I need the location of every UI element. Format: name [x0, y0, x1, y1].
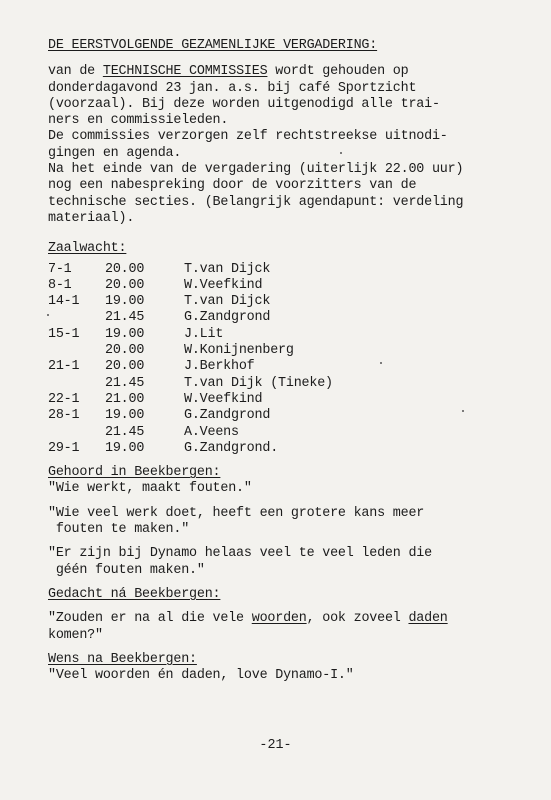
gehoord-quote-3: "Er zijn bij Dynamo helaas veel te veel leden die — [48, 546, 432, 562]
wens-title: Wens na Beekbergen: — [48, 651, 197, 667]
announcement-line: technische secties. (Belangrijk agendapunt: verdeling — [48, 194, 464, 210]
page-number: -21- — [259, 738, 292, 753]
announcement-line: De commissies verzorgen zelf rechtstreekse uitnodi- — [48, 129, 448, 145]
page-content — [48, 38, 528, 684]
gedacht-quote: komen?" — [48, 627, 103, 643]
schedule-row: 22-1 21.00 W.Veefkind — [48, 391, 263, 407]
announcement-line: gingen en agenda. — [48, 145, 182, 161]
announcement-line: Na het einde van de vergadering (uiterlijk 22.00 uur) — [48, 162, 464, 178]
schedule-row: 7-1 20.00 T.van Dijck — [48, 261, 271, 277]
meeting-heading: DE EERSTVOLGENDE GEZAMENLIJKE VERGADERING: — [48, 38, 378, 53]
schedule-row: 14-1 19.00 T.van Dijck — [48, 294, 271, 310]
daden-underlined: daden — [408, 611, 448, 627]
schedule-row: 21.45 G.Zandgrond — [105, 310, 271, 326]
gehoord-title: Gehoord in Beekbergen: — [48, 465, 221, 481]
meeting-announcement — [48, 64, 528, 227]
specks — [340, 152, 342, 154]
gehoord-quote-1: "Wie werkt, maakt fouten." — [48, 481, 252, 497]
zaalwacht-schedule — [48, 262, 528, 458]
announcement-line: (voorzaal). Bij deze worden uitgenodigd alle trai- — [48, 96, 440, 112]
gedacht-quote: "Zouden er na al die vele woorden, ook zoveel daden — [48, 611, 448, 627]
specks — [380, 362, 382, 364]
announcement-line: van de TECHNISCHE COMMISSIES wordt gehouden op — [48, 64, 409, 80]
announcement-line: ners en commissieleden. — [48, 113, 229, 129]
announcement-line: donderdagavond 23 jan. a.s. bij café Sportzicht — [48, 80, 417, 96]
gehoord-quote-2: fouten te maken." — [48, 522, 190, 538]
schedule-row: 28-1 19.00 G.Zandgrond — [48, 408, 271, 424]
zaalwacht-title: Zaalwacht: — [48, 241, 127, 257]
gehoord-quote-3: géén fouten maken." — [48, 562, 205, 578]
schedule-row: 20.00 W.Konijnenberg — [105, 343, 294, 359]
wens-quote: "Veel woorden én daden, love Dynamo-I." — [48, 668, 354, 684]
schedule-row: 21.45 T.van Dijk (Tineke) — [105, 375, 333, 391]
woorden-underlined: woorden — [251, 611, 307, 627]
announcement-line: materiaal). — [48, 210, 135, 226]
schedule-row: 8-1 20.00 W.Veefkind — [48, 277, 263, 293]
specks — [462, 410, 464, 412]
technische-commissies: TECHNISCHE COMMISSIES — [102, 64, 268, 80]
schedule-row: 15-1 19.00 J.Lit — [48, 326, 224, 342]
gehoord-quote-2: "Wie veel werk doet, heeft een grotere kans meer — [48, 505, 425, 521]
gedacht-title: Gedacht ná Beekbergen: — [48, 586, 221, 602]
schedule-row: 21-1 20.00 J.Berkhof — [48, 359, 255, 375]
schedule-row: 21.45 A.Veens — [105, 424, 239, 440]
specks — [47, 314, 49, 316]
schedule-row: 29-1 19.00 G.Zandgrond. — [48, 440, 279, 456]
announcement-line: nog een nabespreking door de voorzitters van de — [48, 178, 417, 194]
